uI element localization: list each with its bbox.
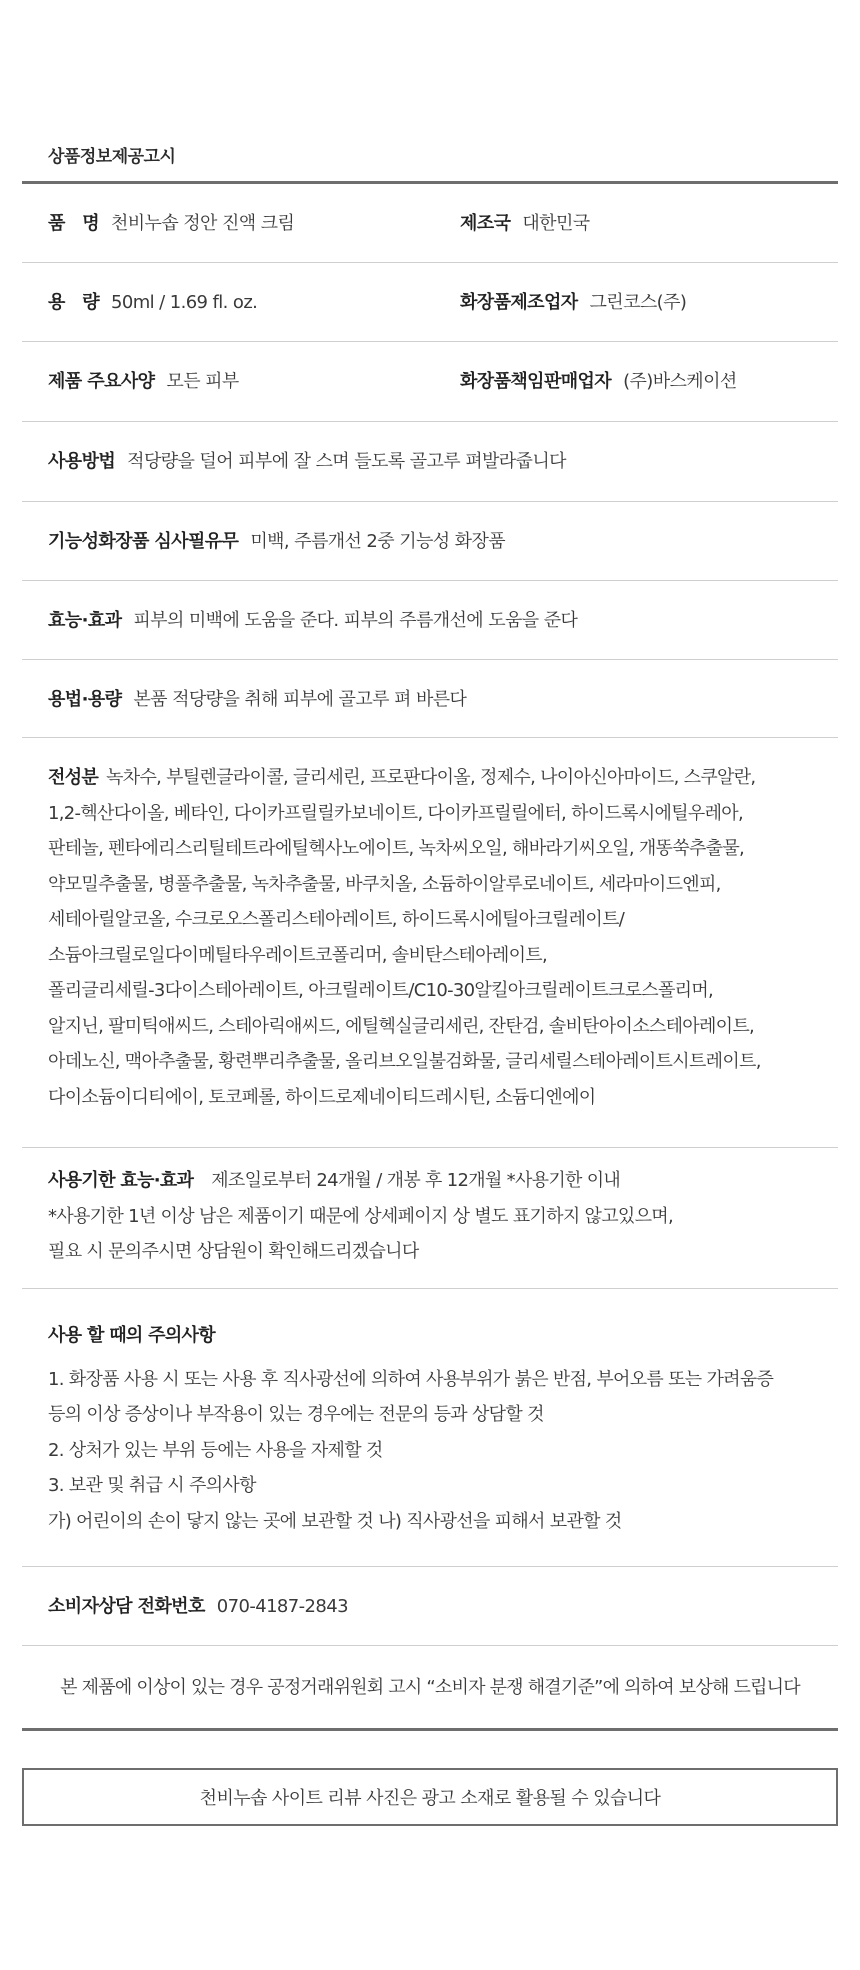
divider [22, 1728, 838, 1731]
dosage-value: 본품 적당량을 취해 피부에 골고루 펴 바른다 [133, 689, 467, 710]
caution-heading: 사용 할 때의 주의사항 [48, 1325, 215, 1346]
caution-line: 3. 보관 및 취급 시 주의사항 [48, 1475, 256, 1496]
ingredients-line: 소듐아크릴로일다이메틸타우레이트코폴리머, 솔비탄스테아레이트, [48, 944, 548, 966]
expiry-note: 필요 시 문의주시면 상담원이 확인해드리겠습니다 [48, 1241, 419, 1262]
volume-label: 용 량 [48, 292, 99, 313]
divider [22, 1566, 838, 1567]
divider [22, 341, 838, 342]
ingredients-line: 세테아릴알코올, 수크로오스폴리스테아레이트, 하이드록시에틸아크릴레이트/ [48, 909, 625, 930]
divider [22, 1645, 838, 1646]
volume-value: 50ml / 1.69 fl. oz. [110, 292, 258, 313]
review-notice-box [22, 1768, 838, 1826]
divider [22, 580, 838, 581]
caution-block [48, 1318, 812, 1539]
functional-label: 기능성화장품 심사필유무 [48, 531, 239, 552]
caution-line: 가) 어린이의 손이 닿지 않는 곳에 보관할 것 나) 직사광선을 피해서 보관할 것 [48, 1510, 622, 1532]
expiry-note: *사용기한 1년 이상 남은 제품이기 때문에 상세페이지 상 별도 표기하지 않고있으며, [48, 1205, 673, 1227]
functional-row [48, 524, 812, 560]
ingredients-line: 1,2-헥산다이올, 베타인, 다이카프릴릴카보네이트, 다이카프릴릴에터, 하이드록시에틸우레아, [48, 802, 743, 824]
country-value: 대한민국 [522, 213, 590, 234]
manufacturer-value: 그린코스(주) [589, 292, 687, 313]
product-name-label: 품 명 [48, 213, 99, 234]
divider [22, 737, 838, 738]
compensation-notice: 본 제품에 이상이 있는 경우 공정거래위원회 고시 “소비자 분쟁 해결기준”에 의하여 보상해 드립니다 [60, 1677, 800, 1698]
manufacturer-row [460, 285, 686, 321]
page-title: 상품정보제공고시 [48, 147, 176, 167]
review-notice-text: 천비누솝 사이트 리뷰 사진은 광고 소재로 활용될 수 있습니다 [199, 1788, 661, 1809]
manufacturer-label: 화장품제조업자 [460, 292, 578, 313]
ingredients-line: 판테놀, 펜타에리스리틸테트라에틸헥사노에이트, 녹차씨오일, 해바라기씨오일, 개똥쑥추출물, [48, 838, 745, 859]
ingredients-line [48, 760, 812, 796]
spec-value: 모든 피부 [166, 371, 239, 392]
expiry-label: 사용기한 효능·효과 [48, 1170, 194, 1191]
caution-line: 2. 상처가 있는 부위 등에는 사용을 자제할 것 [48, 1439, 383, 1461]
usage-row [48, 444, 812, 480]
divider [22, 1147, 838, 1148]
divider [22, 421, 838, 422]
usage-value: 적당량을 덜어 피부에 잘 스며 들도록 골고루 펴발라줍니다 [127, 451, 566, 472]
dosage-label: 용법·용량 [48, 689, 122, 710]
divider [22, 1288, 838, 1289]
usage-label: 사용방법 [48, 451, 116, 472]
product-name-value: 천비누솝 정안 진액 크림 [110, 213, 295, 234]
caution-line: 등의 이상 증상이나 부작용이 있는 경우에는 전문의 등과 상담할 것 [48, 1404, 544, 1425]
phone-value: 070-4187-2843 [216, 1596, 348, 1617]
expiry-value: 제조일로부터 24개월 / 개봉 후 12개월 *사용기한 이내 [211, 1170, 621, 1191]
phone-label: 소비자상담 전화번호 [48, 1596, 205, 1617]
ingredients-line: 알지닌, 팔미틱애씨드, 스테아릭애씨드, 에틸헥실글리세린, 잔탄검, 솔비탄아이소스테아레이트, [48, 1015, 755, 1037]
ingredients-block [48, 760, 812, 1115]
country-label: 제조국 [460, 213, 511, 234]
dosage-row [48, 682, 812, 718]
seller-label: 화장품책임판매업자 [460, 371, 612, 392]
ingredients-text: 녹차수, 부틸렌글라이콜, 글리세린, 프로판다이올, 정제수, 나이아신아마이드, 스쿠알란, [106, 767, 756, 788]
ingredients-line: 아데노신, 맥아추출물, 황련뿌리추출물, 올리브오일불검화물, 글리세릴스테아레이트시트레이트, [48, 1051, 761, 1072]
divider [22, 659, 838, 660]
ingredients-label: 전성분 [48, 767, 99, 788]
caution-line: 1. 화장품 사용 시 또는 사용 후 직사광선에 의하여 사용부위가 붉은 반점, 부어오름 또는 가려움증 [48, 1368, 774, 1390]
effect-row [48, 603, 812, 639]
divider [22, 181, 838, 184]
ingredients-line: 폴리글리세릴-3다이스테아레이트, 아크릴레이트/C10-30알킬아크릴레이트크로스폴리머, [48, 980, 714, 1001]
product-name-row [48, 206, 812, 242]
seller-row [460, 364, 737, 400]
ingredients-line: 다이소듐이디티에이, 토코페롤, 하이드로제네이티드레시틴, 소듐디엔에이 [48, 1086, 596, 1108]
ingredients-line: 약모밀추출물, 병풀추출물, 녹차추출물, 바쿠치올, 소듐하이알루로네이트, 세라마이드엔피, [48, 873, 721, 895]
spec-label: 제품 주요사양 [48, 371, 155, 392]
country-row [460, 206, 590, 242]
phone-row [48, 1589, 812, 1625]
divider [22, 262, 838, 263]
effect-value: 피부의 미백에 도움을 준다. 피부의 주름개선에 도움을 준다 [133, 610, 578, 631]
seller-value: (주)바스케이션 [623, 371, 737, 392]
divider [22, 501, 838, 502]
volume-row [48, 285, 812, 321]
functional-value: 미백, 주름개선 2중 기능성 화장품 [250, 531, 506, 552]
expiry-block [48, 1163, 812, 1270]
expiry-line [48, 1163, 812, 1199]
effect-label: 효능·효과 [48, 610, 122, 631]
